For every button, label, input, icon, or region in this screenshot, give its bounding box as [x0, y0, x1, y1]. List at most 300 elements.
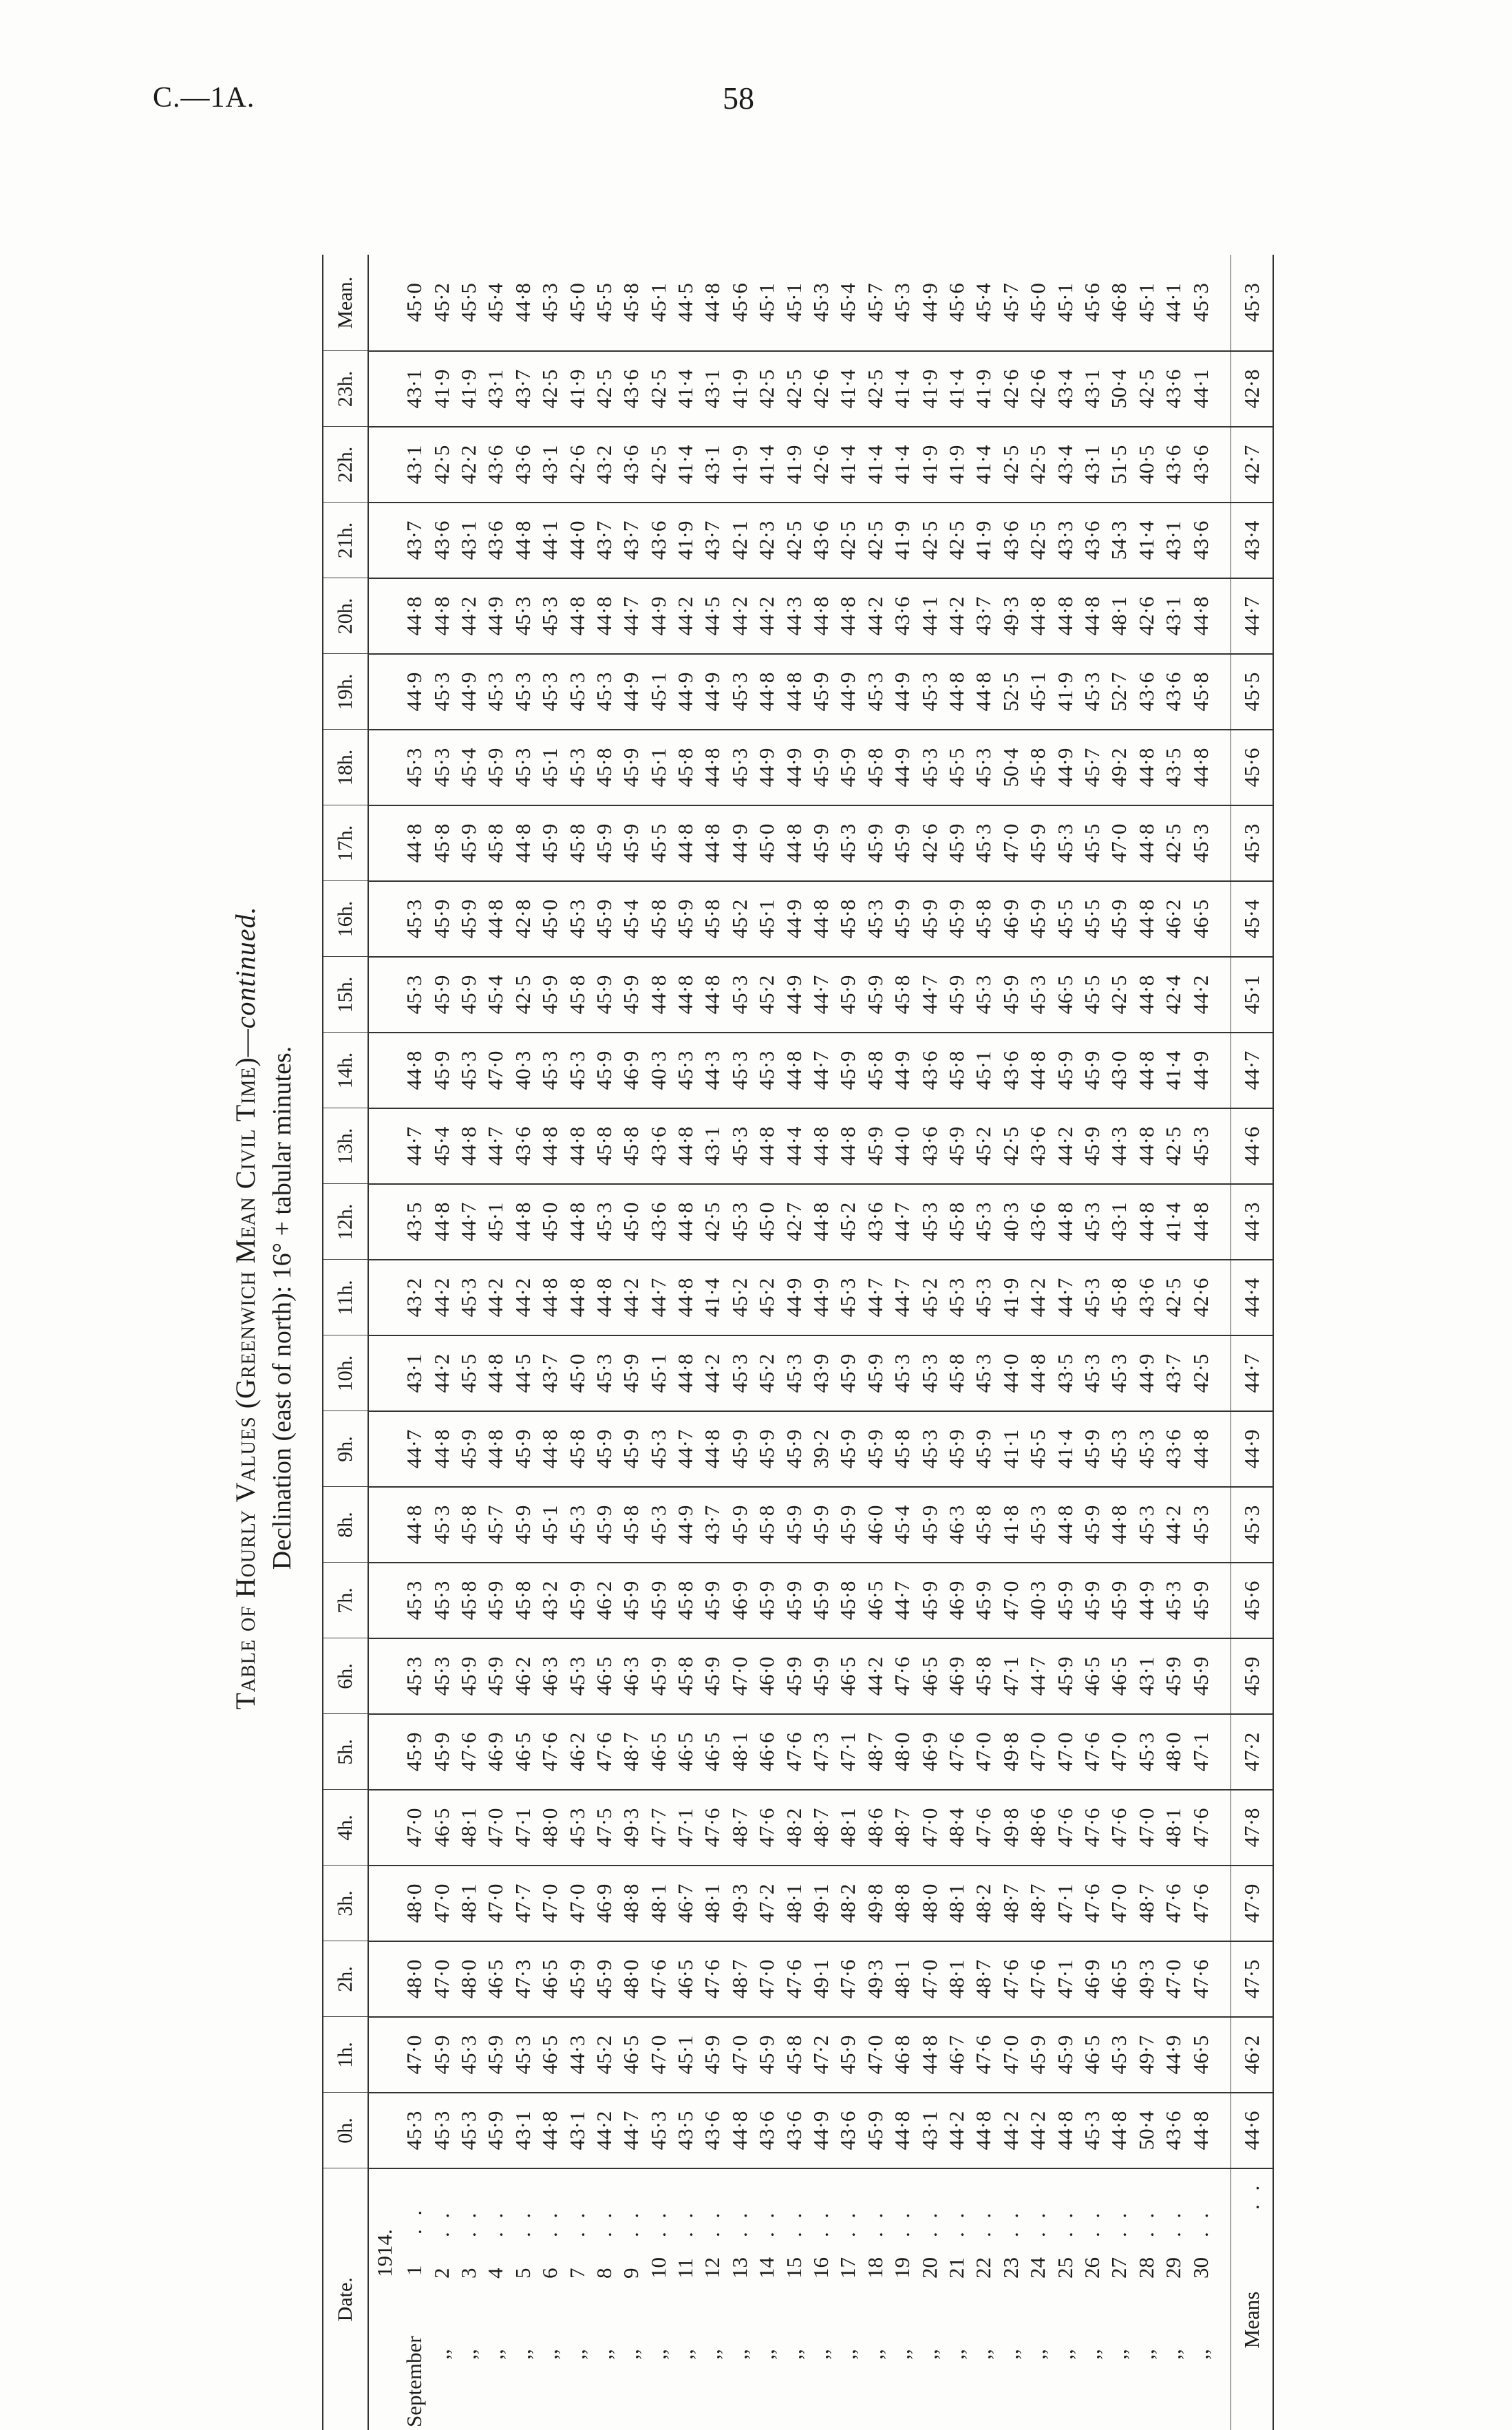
empty-cell — [1214, 1638, 1231, 1714]
hourly-value-cell: 44·8 — [1051, 578, 1078, 654]
hourly-value-cell: 45·9 — [862, 1411, 888, 1487]
hourly-mean-cell: 44·7 — [1231, 1335, 1273, 1411]
hourly-value-cell: 44·8 — [1078, 578, 1105, 654]
hourly-value-cell: 45·3 — [1078, 1335, 1105, 1411]
hourly-value-cell: 47·6 — [834, 1941, 861, 2017]
hourly-value-cell: 44·8 — [1024, 578, 1051, 654]
leader-dots: . . — [1052, 2208, 1077, 2237]
hourly-value-cell: 49·1 — [807, 1866, 834, 1941]
hourly-value-cell: 44·8 — [509, 805, 536, 881]
hourly-mean-cell: 45·6 — [1231, 730, 1273, 805]
hourly-value-cell: 45·4 — [482, 957, 509, 1033]
month-label: ,, — [1133, 2349, 1158, 2360]
hourly-value-cell: 45·3 — [401, 1638, 427, 1714]
hourly-value-cell: 48·7 — [862, 1714, 888, 1790]
hourly-value-cell: 43·1 — [915, 2093, 942, 2168]
hourly-mean-cell: 44·6 — [1231, 2093, 1273, 2168]
hourly-value-cell: 45·3 — [726, 654, 753, 730]
hourly-value-cell: 43·6 — [1186, 427, 1213, 503]
hourly-value-cell: 46·5 — [590, 1638, 617, 1714]
hourly-value-cell: 44·1 — [1186, 351, 1213, 427]
empty-cell — [1214, 2017, 1231, 2093]
hourly-value-cell: 45·9 — [753, 1563, 780, 1638]
hourly-value-cell: 46·3 — [943, 1487, 970, 1563]
day-number: 18 — [862, 2257, 887, 2279]
hourly-value-cell: 45·1 — [645, 654, 672, 730]
empty-cell — [1214, 730, 1231, 805]
hourly-value-cell: 44·8 — [1133, 805, 1160, 881]
hourly-value-cell: 45·3 — [427, 1487, 454, 1563]
hourly-value-cell: 44·7 — [888, 1184, 915, 1260]
date-cell — [780, 2168, 807, 2430]
hourly-value-cell: 44·8 — [536, 2093, 563, 2168]
hourly-value-cell: 45·9 — [834, 1335, 861, 1411]
hourly-value-cell: 45·2 — [834, 1184, 861, 1260]
hourly-value-cell: 43·1 — [455, 503, 482, 578]
hourly-value-cell: 45·9 — [590, 1033, 617, 1108]
leader-dots: . . — [456, 2208, 480, 2237]
hourly-value-cell: 46·5 — [509, 1714, 536, 1790]
hourly-value-cell: 46·5 — [699, 1714, 725, 1790]
hourly-value-cell: 44·7 — [617, 578, 644, 654]
hourly-value-cell: 47·5 — [590, 1790, 617, 1866]
row-mean-cell: 45·1 — [645, 255, 672, 351]
hourly-value-cell: 47·0 — [1024, 1714, 1051, 1790]
hourly-value-cell: 45·8 — [970, 881, 997, 957]
date-cell — [1051, 2168, 1078, 2430]
hourly-value-cell: 45·9 — [862, 2093, 888, 2168]
hourly-value-cell: 43·6 — [1024, 1184, 1051, 1260]
hourly-value-cell: 44·8 — [536, 1411, 563, 1487]
leader-dots: . . — [835, 2208, 860, 2237]
hourly-value-cell: 44·9 — [617, 654, 644, 730]
hourly-value-cell: 47·1 — [834, 1714, 861, 1790]
date-cell — [482, 2168, 509, 2430]
date-cell — [427, 2168, 454, 2430]
hourly-value-cell: 48·7 — [997, 1866, 1024, 1941]
hourly-value-cell: 45·8 — [617, 1487, 644, 1563]
hourly-value-cell: 45·3 — [970, 957, 997, 1033]
empty-cell — [368, 1033, 401, 1108]
hourly-value-cell: 44·8 — [1133, 730, 1160, 805]
hourly-value-cell: 44·8 — [1133, 881, 1160, 957]
empty-cell — [1214, 1108, 1231, 1184]
hourly-value-cell: 43·6 — [427, 503, 454, 578]
hourly-value-cell: 48·7 — [617, 1714, 644, 1790]
hourly-value-cell: 43·7 — [536, 1335, 563, 1411]
hourly-value-cell: 44·8 — [1133, 1108, 1160, 1184]
hourly-value-cell: 44·8 — [536, 1108, 563, 1184]
hourly-value-cell: 44·2 — [509, 1260, 536, 1335]
hourly-value-cell: 45·7 — [482, 1487, 509, 1563]
header-hour: 2h. — [323, 1941, 368, 2017]
hourly-value-cell: 45·8 — [862, 730, 888, 805]
date-cell — [1105, 2168, 1132, 2430]
hourly-value-cell: 45·9 — [645, 1563, 672, 1638]
table-row — [943, 255, 970, 2430]
hourly-value-cell: 43·6 — [834, 2093, 861, 2168]
day-number: 14 — [754, 2257, 779, 2279]
hourly-value-cell: 43·6 — [888, 578, 915, 654]
hourly-value-cell: 41·4 — [834, 351, 861, 427]
header-hour: 19h. — [323, 654, 368, 730]
hourly-value-cell: 43·6 — [1160, 654, 1186, 730]
date-cell — [970, 2168, 997, 2430]
hourly-value-cell: 45·9 — [1160, 1638, 1186, 1714]
hourly-value-cell: 43·9 — [807, 1335, 834, 1411]
hourly-value-cell: 47·0 — [753, 1941, 780, 2017]
hourly-value-cell: 44·8 — [401, 578, 427, 654]
date-cell — [1078, 2168, 1105, 2430]
month-label: ,, — [429, 2349, 454, 2360]
hourly-value-cell: 47·0 — [482, 1866, 509, 1941]
hourly-value-cell: 47·0 — [1051, 1714, 1078, 1790]
hourly-value-cell: 45·9 — [780, 1411, 807, 1487]
hourly-value-cell: 45·8 — [455, 1487, 482, 1563]
hourly-value-cell: 43·1 — [699, 427, 725, 503]
hourly-value-cell: 42·5 — [915, 503, 942, 578]
hourly-value-cell: 46·5 — [1051, 957, 1078, 1033]
table-row — [672, 255, 699, 2430]
hourly-value-cell: 47·6 — [1105, 1790, 1132, 1866]
hourly-value-cell: 45·9 — [1105, 881, 1132, 957]
hourly-value-cell: 46·9 — [943, 1563, 970, 1638]
row-mean-cell: 45·1 — [753, 255, 780, 351]
hourly-value-cell: 45·2 — [726, 881, 753, 957]
hourly-value-cell: 43·1 — [699, 1108, 725, 1184]
hourly-value-cell: 45·9 — [482, 1563, 509, 1638]
hourly-value-cell: 45·9 — [726, 1411, 753, 1487]
empty-cell — [1214, 1487, 1231, 1563]
table-row — [509, 255, 536, 2430]
day-number: 1 — [402, 2265, 427, 2276]
empty-cell — [368, 957, 401, 1033]
day-number: 15 — [781, 2257, 806, 2279]
hourly-value-cell: 42·5 — [1160, 1108, 1186, 1184]
table-title-main: Table of Hourly Values (Greenwich Mean Civil Time)— — [230, 1028, 261, 1710]
empty-cell — [368, 578, 401, 654]
hourly-value-cell: 45·9 — [509, 1411, 536, 1487]
hourly-value-cell: 46·5 — [862, 1563, 888, 1638]
hourly-value-cell: 42·4 — [1160, 957, 1186, 1033]
hourly-value-cell: 45·3 — [915, 730, 942, 805]
hourly-value-cell: 43·1 — [1133, 1638, 1160, 1714]
hourly-value-cell: 45·3 — [726, 730, 753, 805]
hourly-value-cell: 44·9 — [482, 578, 509, 654]
hourly-value-cell: 44·2 — [427, 1335, 454, 1411]
hourly-values-table — [322, 255, 1274, 2430]
leader-dots: . . — [700, 2208, 725, 2237]
means-label-cell — [1231, 2168, 1273, 2430]
hourly-value-cell: 45·5 — [1051, 881, 1078, 957]
table-row — [780, 255, 807, 2430]
table-row — [590, 255, 617, 2430]
hourly-value-cell: 43·6 — [617, 427, 644, 503]
hourly-value-cell: 45·4 — [617, 881, 644, 957]
hourly-value-cell: 45·9 — [862, 1108, 888, 1184]
hourly-value-cell: 47·6 — [1078, 1790, 1105, 1866]
hourly-value-cell: 45·3 — [401, 957, 427, 1033]
hourly-value-cell: 45·9 — [617, 1335, 644, 1411]
hourly-value-cell: 44·8 — [1133, 1033, 1160, 1108]
hourly-value-cell: 47·0 — [862, 2017, 888, 2093]
hourly-value-cell: 49·8 — [997, 1714, 1024, 1790]
date-cell — [645, 2168, 672, 2430]
hourly-value-cell: 51·5 — [1105, 427, 1132, 503]
empty-cell — [368, 1563, 401, 1638]
day-number: 2 — [429, 2268, 454, 2279]
empty-cell — [1214, 881, 1231, 957]
leader-dots: . . — [564, 2208, 589, 2237]
hourly-value-cell: 45·8 — [617, 1108, 644, 1184]
hourly-value-cell: 43·1 — [536, 427, 563, 503]
month-label: ,, — [1161, 2349, 1186, 2360]
hourly-value-cell: 48·6 — [862, 1790, 888, 1866]
hourly-value-cell: 45·3 — [726, 1335, 753, 1411]
hourly-mean-cell: 44·9 — [1231, 1411, 1273, 1487]
hourly-value-cell: 45·9 — [834, 730, 861, 805]
hourly-value-cell: 48·1 — [888, 1941, 915, 2017]
hourly-value-cell: 43·6 — [862, 1184, 888, 1260]
month-label: ,, — [1052, 2349, 1077, 2360]
day-number: 4 — [483, 2268, 508, 2279]
hourly-value-cell: 44·8 — [1133, 1184, 1160, 1260]
hourly-value-cell: 45·3 — [509, 654, 536, 730]
hourly-value-cell: 48·0 — [401, 1941, 427, 2017]
month-label: ,, — [727, 2349, 752, 2360]
hourly-value-cell: 41·4 — [672, 351, 699, 427]
hourly-value-cell: 45·8 — [1024, 730, 1051, 805]
hourly-value-cell: 44·3 — [563, 2017, 590, 2093]
hourly-value-cell: 45·8 — [482, 805, 509, 881]
hourly-value-cell: 45·9 — [943, 881, 970, 957]
hourly-value-cell: 42·5 — [1133, 351, 1160, 427]
hourly-value-cell: 45·3 — [427, 1563, 454, 1638]
hourly-value-cell: 45·3 — [401, 2093, 427, 2168]
hourly-value-cell: 44·7 — [1051, 1260, 1078, 1335]
hourly-value-cell: 45·9 — [753, 2017, 780, 2093]
hourly-value-cell: 43·3 — [1051, 503, 1078, 578]
hourly-mean-cell: 47·5 — [1231, 1941, 1273, 2017]
hourly-value-cell: 45·1 — [482, 1184, 509, 1260]
hourly-value-cell: 48·0 — [617, 1941, 644, 2017]
hourly-value-cell: 47·6 — [780, 1714, 807, 1790]
hourly-value-cell: 45·5 — [1078, 957, 1105, 1033]
hourly-value-cell: 44·9 — [401, 654, 427, 730]
empty-cell — [1214, 957, 1231, 1033]
hourly-value-cell: 45·8 — [645, 881, 672, 957]
hourly-value-cell: 45·3 — [590, 1335, 617, 1411]
empty-cell — [368, 1941, 401, 2017]
hourly-value-cell: 45·9 — [590, 1411, 617, 1487]
hourly-mean-cell: 44·4 — [1231, 1260, 1273, 1335]
hourly-value-cell: 40·3 — [509, 1033, 536, 1108]
hourly-mean-cell: 45·4 — [1231, 881, 1273, 957]
hourly-value-cell: 44·8 — [672, 1260, 699, 1335]
hourly-value-cell: 43·1 — [1105, 1184, 1132, 1260]
hourly-value-cell: 45·9 — [699, 2017, 725, 2093]
hourly-value-cell: 45·9 — [862, 805, 888, 881]
hourly-value-cell: 45·9 — [997, 957, 1024, 1033]
hourly-value-cell: 46·5 — [1186, 2017, 1213, 2093]
day-number: 12 — [700, 2257, 725, 2279]
hourly-value-cell: 44·7 — [455, 1184, 482, 1260]
hourly-value-cell: 44·7 — [862, 1260, 888, 1335]
leader-dots: . . — [1079, 2208, 1104, 2237]
hourly-value-cell: 41·1 — [997, 1411, 1024, 1487]
hourly-value-cell: 47·6 — [1186, 1790, 1213, 1866]
header-hour: 15h. — [323, 957, 368, 1033]
hourly-value-cell: 45·3 — [509, 730, 536, 805]
hourly-mean-cell: 47·9 — [1231, 1866, 1273, 1941]
hourly-value-cell: 42·5 — [1105, 957, 1132, 1033]
header-hour: 20h. — [323, 578, 368, 654]
hourly-value-cell: 47·1 — [1186, 1714, 1213, 1790]
hourly-value-cell: 48·8 — [617, 1866, 644, 1941]
leader-dots: . . — [619, 2208, 643, 2237]
hourly-value-cell: 48·0 — [536, 1790, 563, 1866]
empty-cell — [368, 255, 401, 351]
hourly-value-cell: 46·7 — [672, 1866, 699, 1941]
hourly-value-cell: 41·9 — [943, 427, 970, 503]
hourly-value-cell: 47·6 — [753, 1790, 780, 1866]
hourly-value-cell: 44·8 — [1186, 730, 1213, 805]
hourly-value-cell: 45·9 — [862, 957, 888, 1033]
hourly-value-cell: 47·6 — [455, 1714, 482, 1790]
hourly-value-cell: 46·9 — [1078, 1941, 1105, 2017]
leader-dots: . . — [862, 2208, 887, 2237]
hourly-value-cell: 44·8 — [482, 1411, 509, 1487]
hourly-value-cell: 44·2 — [862, 1638, 888, 1714]
row-mean-cell: 45·3 — [536, 255, 563, 351]
hourly-value-cell: 44·7 — [645, 1260, 672, 1335]
hourly-value-cell: 45·8 — [943, 1335, 970, 1411]
table-row — [915, 255, 942, 2430]
hourly-value-cell: 43·4 — [1051, 351, 1078, 427]
hourly-value-cell: 45·3 — [563, 1638, 590, 1714]
hourly-value-cell: 46·5 — [482, 1941, 509, 2017]
hourly-value-cell: 44·2 — [699, 1335, 725, 1411]
hourly-value-cell: 45·3 — [1051, 805, 1078, 881]
empty-cell — [368, 427, 401, 503]
hourly-value-cell: 41·9 — [455, 351, 482, 427]
hourly-value-cell: 48·1 — [645, 1866, 672, 1941]
hourly-value-cell: 45·9 — [427, 881, 454, 957]
hourly-value-cell: 45·3 — [401, 730, 427, 805]
hourly-value-cell: 45·9 — [915, 1563, 942, 1638]
hourly-value-cell: 49·1 — [807, 1941, 834, 2017]
hourly-value-cell: 47·6 — [536, 1714, 563, 1790]
hourly-value-cell: 45·9 — [834, 2017, 861, 2093]
hourly-value-cell: 45·0 — [753, 1184, 780, 1260]
hourly-value-cell: 45·3 — [482, 654, 509, 730]
hourly-value-cell: 42·5 — [1024, 503, 1051, 578]
day-number: 16 — [809, 2257, 833, 2279]
hourly-value-cell: 41·4 — [1160, 1033, 1186, 1108]
hourly-value-cell: 46·5 — [617, 2017, 644, 2093]
hourly-value-cell: 44·8 — [427, 1411, 454, 1487]
row-mean-cell: 46·8 — [1105, 255, 1132, 351]
hourly-value-cell: 44·7 — [482, 1108, 509, 1184]
leader-dots: . . — [646, 2208, 670, 2237]
hourly-value-cell: 47·6 — [888, 1638, 915, 1714]
hourly-value-cell: 44·8 — [699, 805, 725, 881]
hourly-value-cell: 42·5 — [997, 1108, 1024, 1184]
hourly-value-cell: 49·3 — [1133, 1941, 1160, 2017]
hourly-value-cell: 44·8 — [672, 1335, 699, 1411]
hourly-value-cell: 45·5 — [1024, 1411, 1051, 1487]
hourly-value-cell: 45·9 — [427, 2017, 454, 2093]
empty-cell — [368, 805, 401, 881]
hourly-value-cell: 45·9 — [1051, 1033, 1078, 1108]
hourly-value-cell: 42·3 — [753, 503, 780, 578]
hourly-value-cell: 48·1 — [780, 1866, 807, 1941]
hourly-value-cell: 45·9 — [590, 1487, 617, 1563]
hourly-value-cell: 42·5 — [536, 351, 563, 427]
leader-dots: . . — [1161, 2208, 1186, 2237]
hourly-value-cell: 44·8 — [509, 503, 536, 578]
hourly-value-cell: 45·3 — [915, 1411, 942, 1487]
hourly-value-cell: 44·7 — [672, 1411, 699, 1487]
leader-dots: . . — [429, 2208, 454, 2237]
table-row — [427, 255, 454, 2430]
hourly-value-cell: 45·9 — [780, 1638, 807, 1714]
hourly-value-cell: 45·9 — [590, 957, 617, 1033]
hourly-value-cell: 44·7 — [807, 957, 834, 1033]
hourly-value-cell: 46·9 — [482, 1714, 509, 1790]
hourly-mean-cell: 42·7 — [1231, 427, 1273, 503]
hourly-value-cell: 52·7 — [1105, 654, 1132, 730]
hourly-value-cell: 46·5 — [1078, 1638, 1105, 1714]
hourly-value-cell: 47·0 — [427, 1866, 454, 1941]
hourly-value-cell: 54·3 — [1105, 503, 1132, 578]
hourly-value-cell: 45·3 — [1105, 2017, 1132, 2093]
hourly-value-cell: 45·9 — [699, 1563, 725, 1638]
hourly-value-cell: 48·0 — [401, 1866, 427, 1941]
hourly-value-cell: 46·5 — [427, 1790, 454, 1866]
hourly-value-cell: 45·0 — [536, 881, 563, 957]
table-row — [753, 255, 780, 2430]
hourly-value-cell: 42·1 — [726, 503, 753, 578]
hourly-value-cell: 45·5 — [1078, 881, 1105, 957]
hourly-value-cell: 44·8 — [563, 1184, 590, 1260]
year-row — [368, 255, 401, 2430]
hourly-value-cell: 48·7 — [726, 1790, 753, 1866]
hourly-value-cell: 49·3 — [726, 1866, 753, 1941]
hourly-value-cell: 44·9 — [834, 654, 861, 730]
hourly-value-cell: 43·7 — [509, 351, 536, 427]
hourly-value-cell: 47·1 — [672, 1790, 699, 1866]
hourly-value-cell: 45·8 — [753, 1487, 780, 1563]
hourly-value-cell: 44·9 — [888, 730, 915, 805]
hourly-value-cell: 46·5 — [672, 1714, 699, 1790]
row-mean-cell: 45·3 — [807, 255, 834, 351]
row-mean-cell: 45·6 — [726, 255, 753, 351]
hourly-value-cell: 49·8 — [997, 1790, 1024, 1866]
hourly-value-cell: 45·9 — [834, 1487, 861, 1563]
hourly-value-cell: 47·6 — [699, 1941, 725, 2017]
hourly-value-cell: 41·4 — [699, 1260, 725, 1335]
hourly-value-cell: 46·5 — [645, 1714, 672, 1790]
hourly-value-cell: 43·5 — [1051, 1335, 1078, 1411]
hourly-value-cell: 44·2 — [590, 2093, 617, 2168]
empty-cell — [368, 1411, 401, 1487]
hourly-value-cell: 45·3 — [536, 654, 563, 730]
row-mean-cell: 45·5 — [455, 255, 482, 351]
hourly-value-cell: 46·9 — [590, 1866, 617, 1941]
hourly-value-cell: 45·3 — [1078, 2093, 1105, 2168]
table-row — [455, 255, 482, 2430]
